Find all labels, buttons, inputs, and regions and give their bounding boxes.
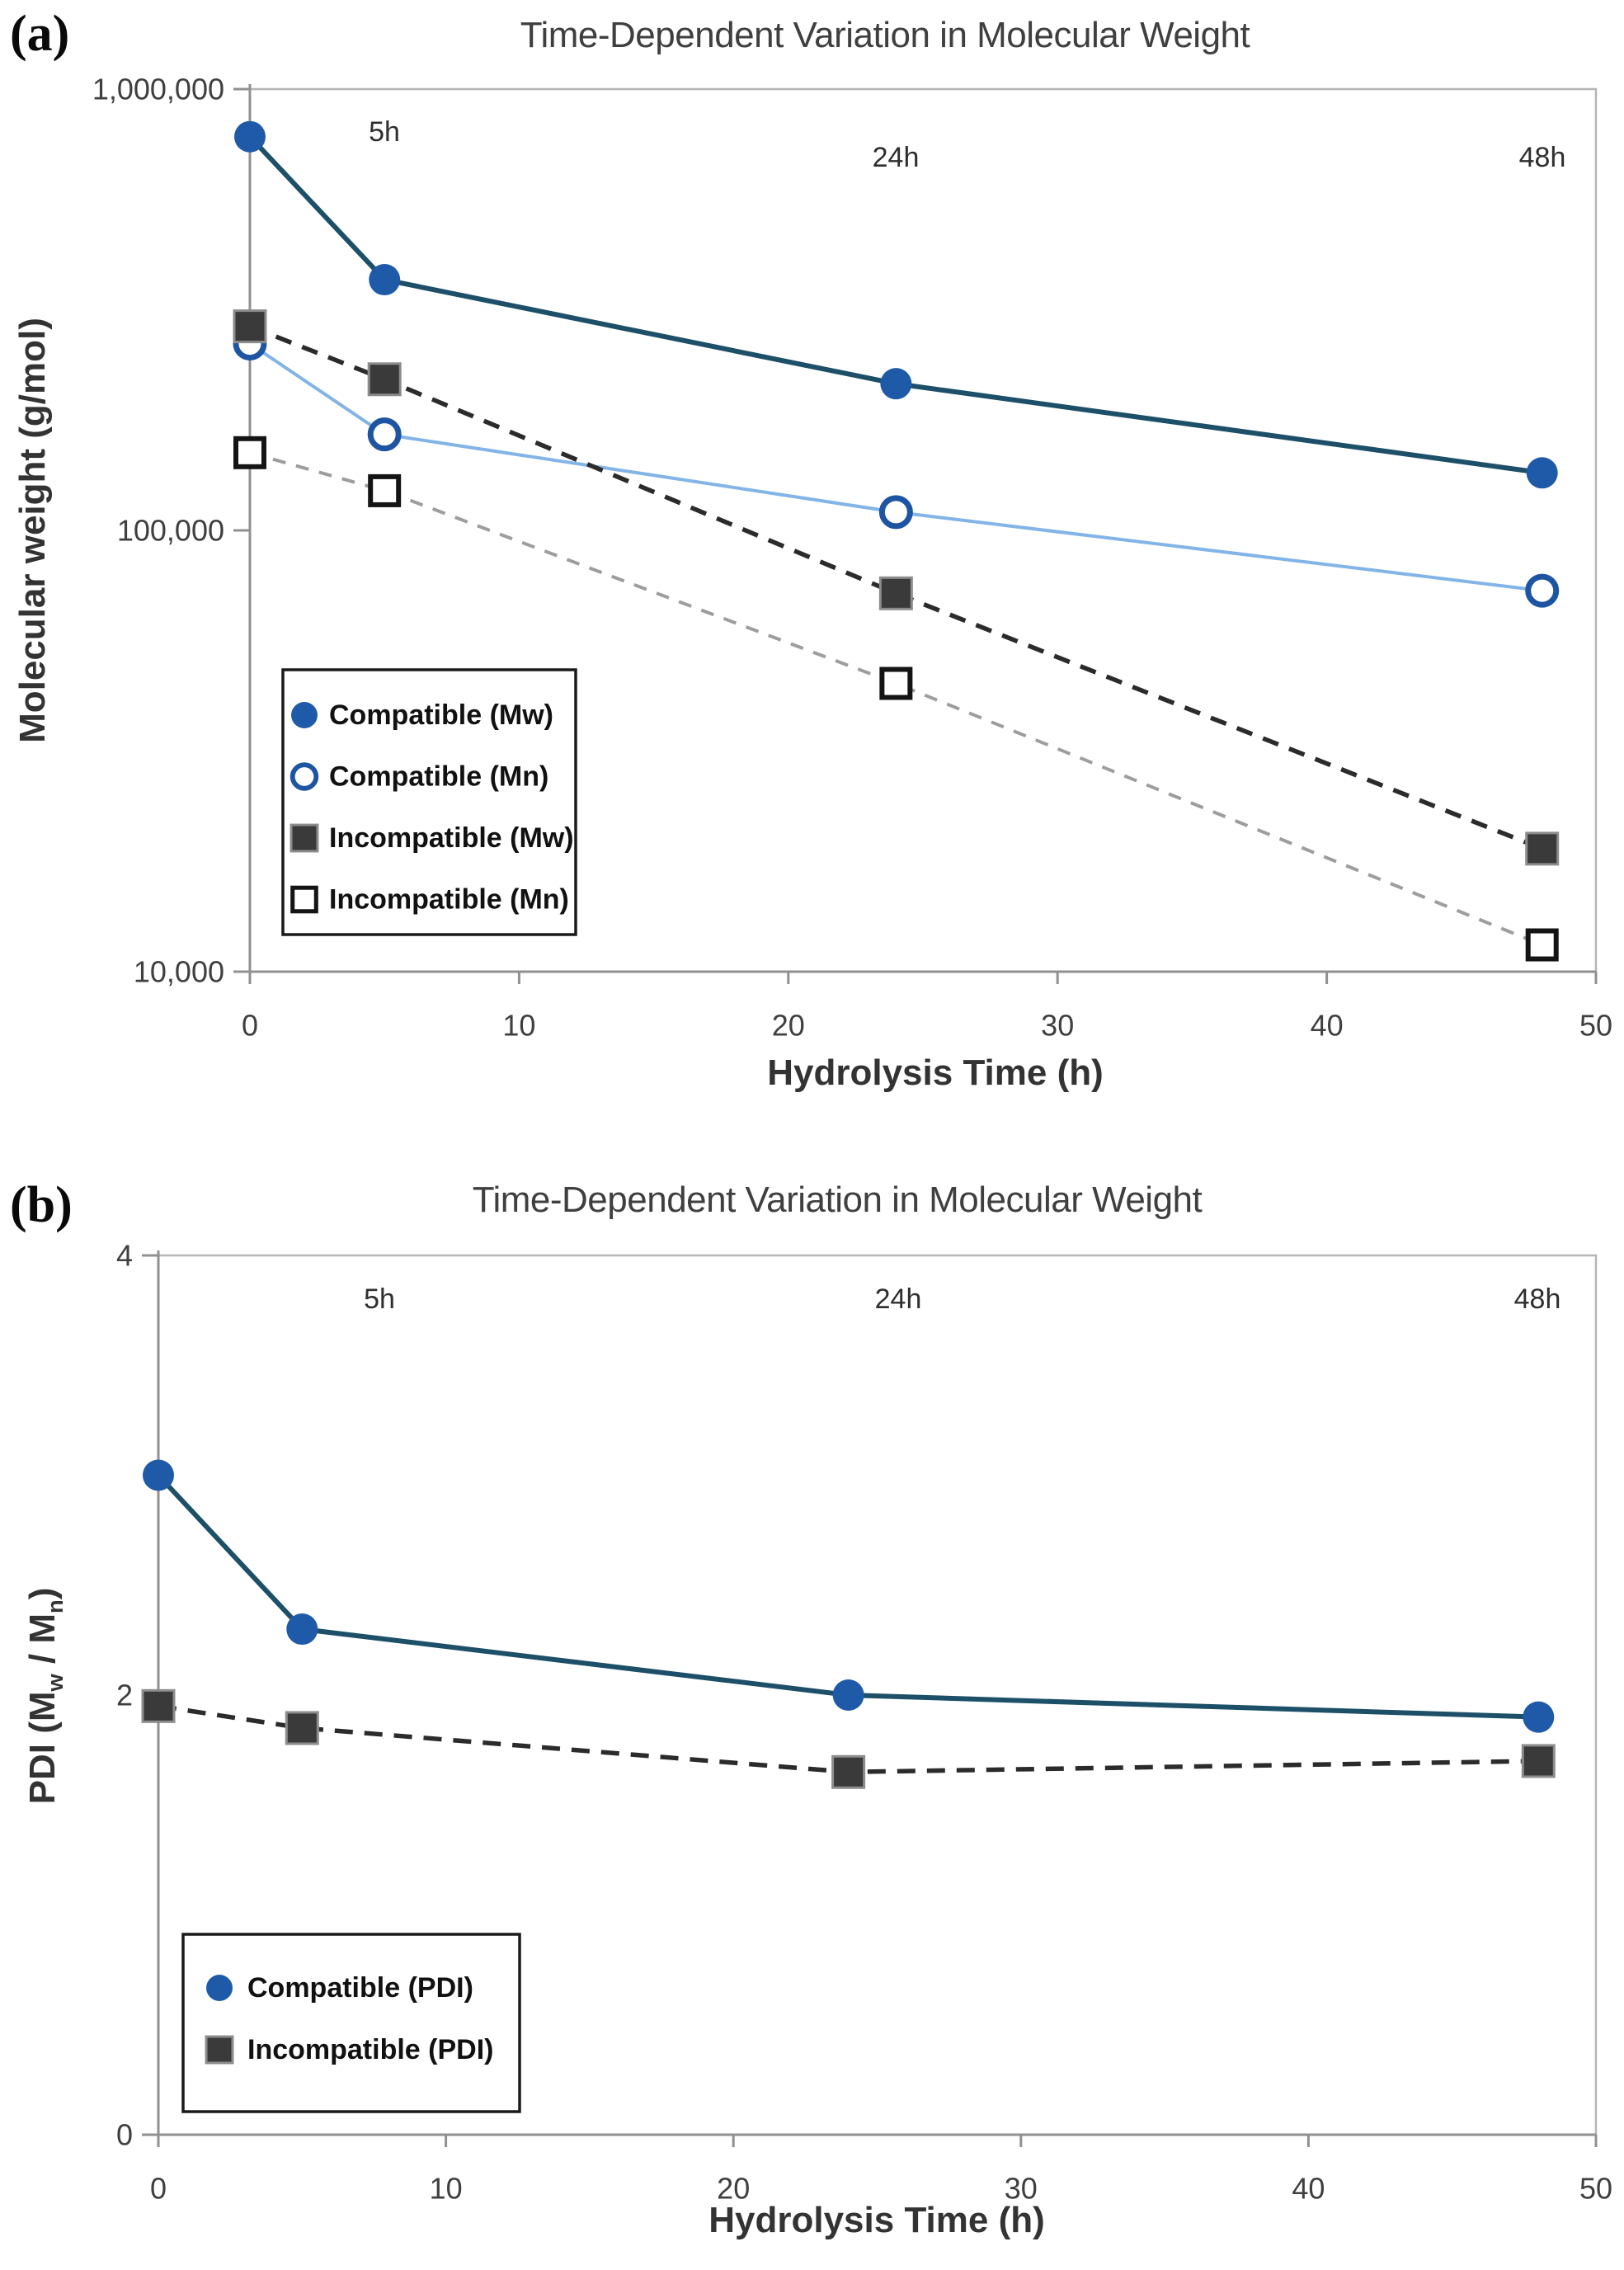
data-point-marker xyxy=(1523,1745,1554,1777)
x-tick-label: 10 xyxy=(502,1008,536,1043)
data-point-marker xyxy=(370,421,398,449)
data-point-marker xyxy=(143,1690,174,1721)
data-point-marker xyxy=(880,577,911,609)
time-annotation: 24h xyxy=(872,142,920,173)
data-point-marker xyxy=(1527,833,1558,864)
chart-a-title: Time-Dependent Variation in Molecular Weight xyxy=(520,15,1250,55)
data-point-marker xyxy=(1527,457,1558,488)
x-tick-label: 30 xyxy=(1041,1008,1075,1043)
data-point-marker xyxy=(234,311,266,342)
x-tick-label: 10 xyxy=(429,2171,463,2206)
y-tick-label: 4 xyxy=(115,1238,133,1273)
data-point-marker xyxy=(206,2037,233,2063)
chart-a-y-axis-title: Molecular weight (g/mol) xyxy=(12,318,53,743)
data-point-marker xyxy=(882,670,910,698)
x-tick-label: 50 xyxy=(1579,2171,1613,2206)
panel-b-label: (b) xyxy=(10,1177,73,1233)
x-tick-label: 40 xyxy=(1310,1008,1344,1043)
data-point-marker xyxy=(286,1613,318,1645)
data-point-marker xyxy=(880,368,911,399)
data-point-marker xyxy=(293,888,317,911)
data-point-marker xyxy=(833,1756,864,1787)
data-point-marker xyxy=(236,439,264,467)
data-point-marker xyxy=(143,1460,174,1491)
x-tick-label: 20 xyxy=(717,2171,751,2206)
data-point-marker xyxy=(370,477,398,505)
time-annotation: 24h xyxy=(874,1283,922,1315)
data-point-marker xyxy=(369,364,400,395)
data-point-marker xyxy=(234,121,266,153)
chart-a-x-axis-title: Hydrolysis Time (h) xyxy=(767,1053,1104,1093)
legend-box xyxy=(183,1934,520,2112)
legend-label: Compatible (PDI) xyxy=(247,1972,473,2004)
chart-panel-b xyxy=(116,1239,1612,2206)
x-tick-label: 30 xyxy=(1004,2171,1038,2206)
legend-label: Compatible (Mn) xyxy=(329,761,549,793)
chart-b-title: Time-Dependent Variation in Molecular Weight xyxy=(472,1180,1203,1220)
legend-label: Compatible (Mw) xyxy=(329,699,553,731)
series-line-0 xyxy=(250,137,1542,473)
legend-label: Incompatible (Mn) xyxy=(329,883,569,916)
chart-b-x-axis-title: Hydrolysis Time (h) xyxy=(708,2200,1045,2240)
data-point-marker xyxy=(882,498,910,526)
x-tick-label: 20 xyxy=(771,1008,805,1043)
data-point-marker xyxy=(1528,577,1556,605)
data-point-marker xyxy=(1528,931,1556,959)
data-point-marker xyxy=(206,1975,233,2001)
x-tick-label: 0 xyxy=(241,1008,259,1043)
panel-a-label: (a) xyxy=(10,6,70,62)
data-point-marker xyxy=(369,264,400,295)
chart-b-y-axis-title: PDI $(M_w / M_n)$ xyxy=(22,1587,68,1805)
data-point-marker xyxy=(291,825,318,851)
data-point-marker xyxy=(291,702,318,728)
chart-panel-a xyxy=(92,73,1612,1043)
x-tick-label: 40 xyxy=(1292,2171,1325,2206)
y-tick-label: 1,000,000 xyxy=(92,72,224,106)
legend-label: Incompatible (Mw) xyxy=(329,822,574,854)
data-point-marker xyxy=(1523,1702,1554,1733)
y-tick-label: 100,000 xyxy=(116,513,224,548)
data-point-marker xyxy=(293,765,317,789)
time-annotation: 5h xyxy=(364,1283,395,1315)
x-tick-label: 50 xyxy=(1579,1008,1613,1043)
data-point-marker xyxy=(286,1712,318,1744)
legend-label: Incompatible (PDI) xyxy=(247,2034,494,2065)
y-tick-label: 2 xyxy=(115,1678,133,1712)
time-annotation: 5h xyxy=(369,116,400,148)
time-annotation: 48h xyxy=(1513,1283,1561,1315)
data-point-marker xyxy=(833,1679,864,1711)
time-annotation: 48h xyxy=(1518,142,1566,173)
y-tick-label: 10,000 xyxy=(133,954,224,989)
y-tick-label: 0 xyxy=(115,2117,133,2152)
x-tick-label: 0 xyxy=(149,2171,167,2206)
